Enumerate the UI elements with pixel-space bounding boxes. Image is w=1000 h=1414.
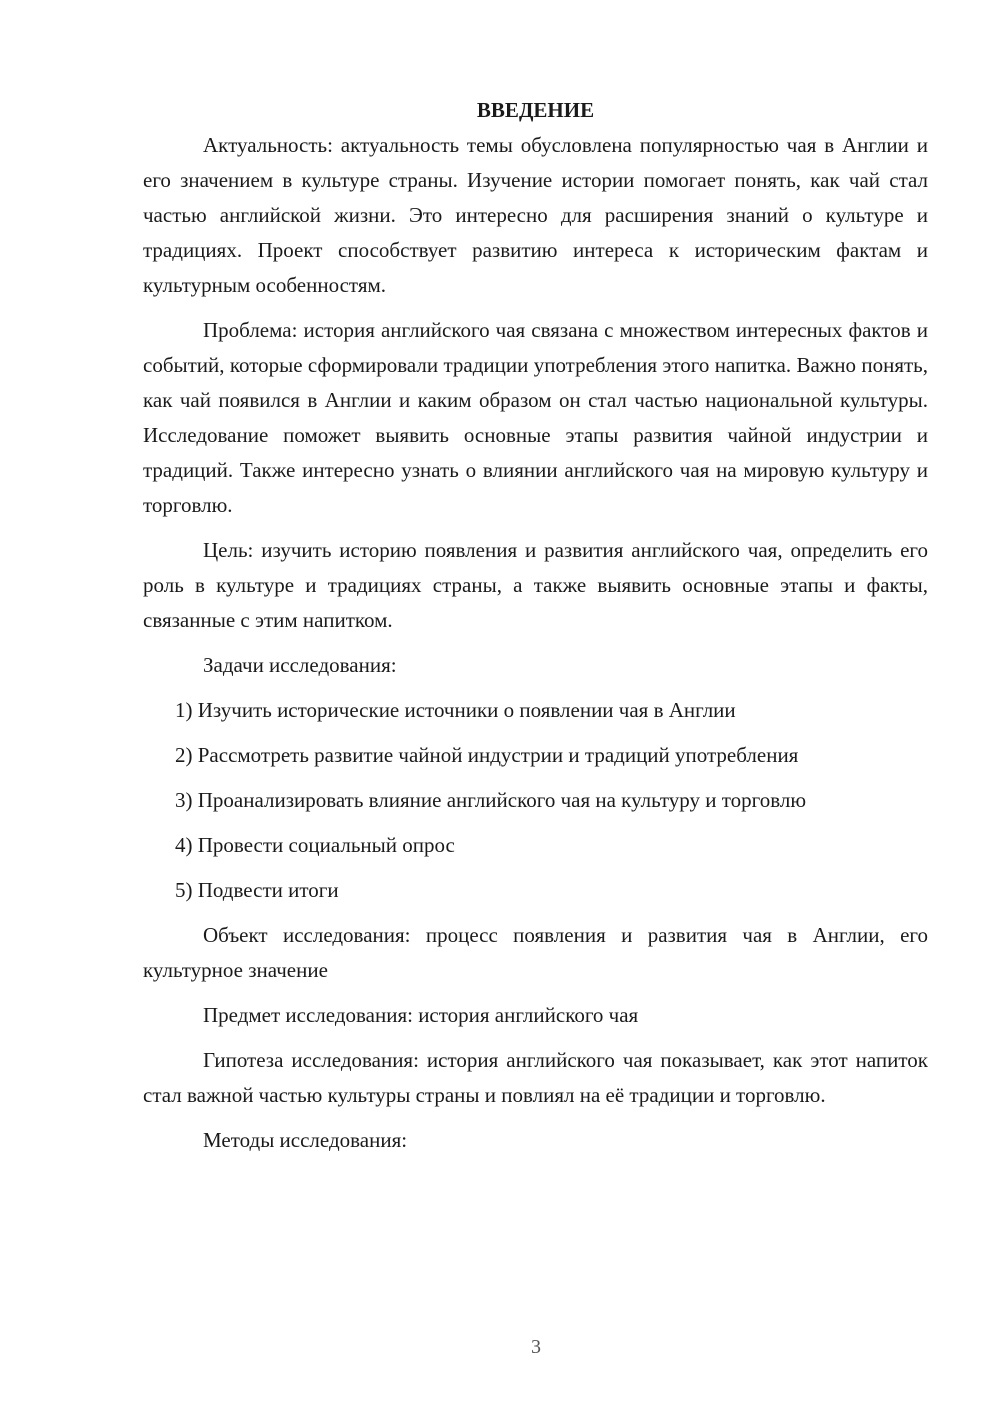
tasks-heading: Задачи исследования: [203,653,397,677]
list-item: 2) Рассмотреть развитие чайной индустрии и традиций употребления [175,743,799,767]
list-item: 1) Изучить исторические источники о появлении чая в Англии [175,698,736,722]
methods-heading: Методы исследования: [203,1128,408,1152]
page-content [143,93,928,1168]
paragraph-hypothesis: Гипотеза исследования: история английского чая показывает, как этот напиток стал важной частью культуры страны и повлиял на её традиции и торговлю. [143,1048,928,1107]
list-item: 4) Провести социальный опрос [175,833,455,857]
tasks-list [143,693,928,908]
paragraph-object: Объект исследования: процесс появления и развития чая в Англии, его культурное значение [143,923,928,982]
paragraph-goal: Цель: изучить историю появления и развития английского чая, определить его роль в культуре и традициях страны, а также выявить основные этапы и факты, связанные с этим напитком. [143,538,928,632]
paragraph-problem: Проблема: история английского чая связана с множеством интересных фактов и событий, которые сформировали традиции употребления этого напитка. Важно понять, как чай появился в Англии и каким образом он стал частью национальной культуры. Исследование поможет выявить основные этапы развития чайной индустрии и традиций. Также интересно узнать о влиянии английского чая на мировую культуру и торговлю. [143,318,928,517]
list-item: 5) Подвести итоги [175,878,339,902]
page-number: 3 [531,1336,541,1358]
paragraph-relevance: Актуальность: актуальность темы обусловлена популярностью чая в Англии и его значением в культуре страны. Изучение истории помогает понять, как чай стал частью английской жизни. Это интересно для расширения знаний о культуре и традициях. Проект способствует развитию интереса к историческим фактам и культурным особенностям. [143,133,928,297]
paragraph-subject: Предмет исследования: история английского чая [203,1003,639,1027]
list-item: 3) Проанализировать влияние английского чая на культуру и торговлю [175,788,807,812]
section-title: ВВЕДЕНИЕ [476,98,595,122]
